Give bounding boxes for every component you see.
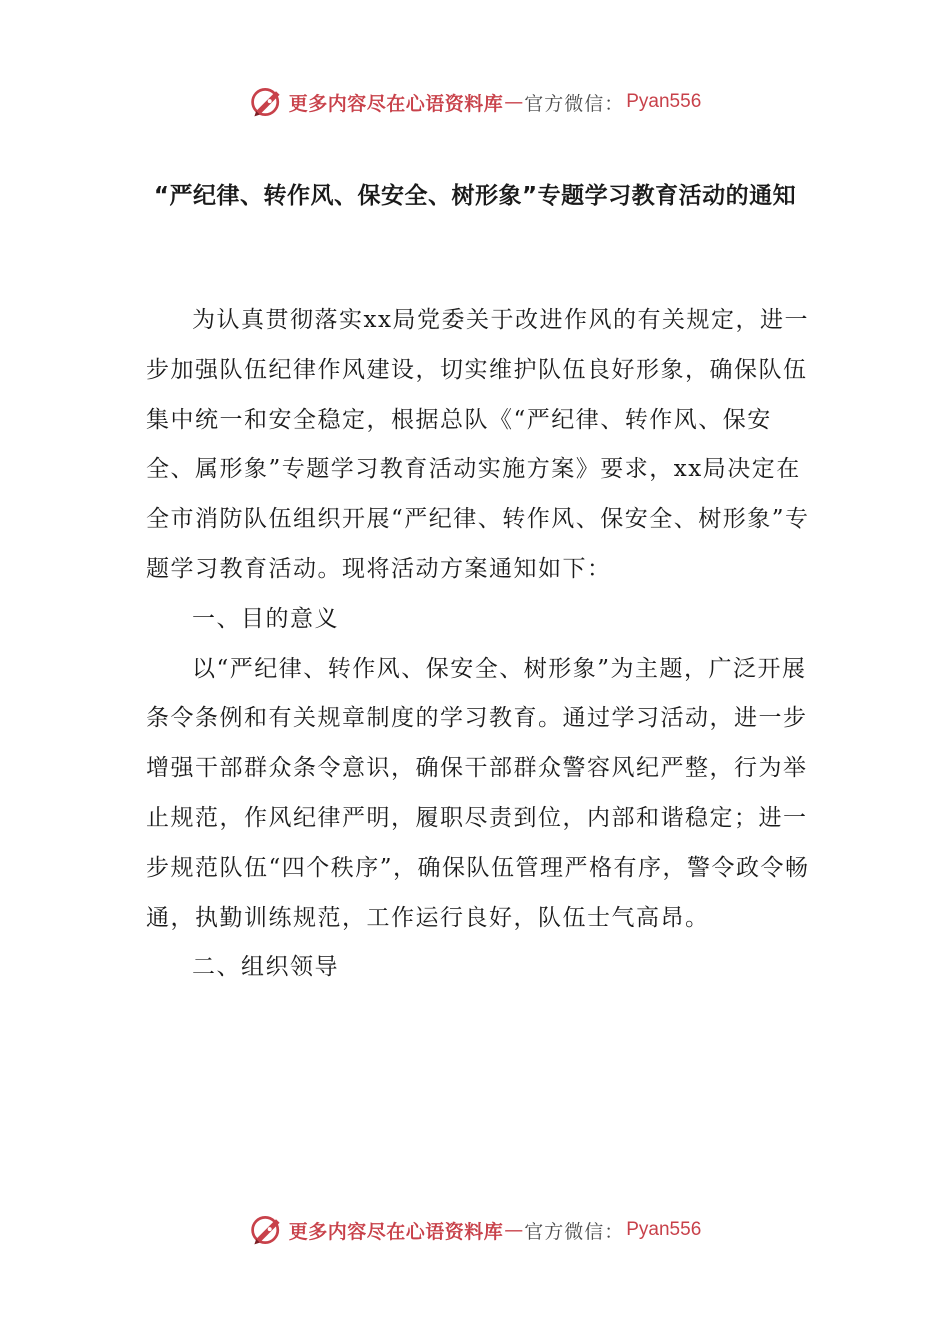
section-heading-2: 二、组织领导: [192, 954, 339, 981]
watermark-official-label: 官方微信：: [524, 92, 625, 115]
watermark-site-name: 更多内容尽在心语资料库: [288, 1220, 504, 1243]
watermark-dash: —: [504, 1219, 524, 1241]
watermark-header: [0, 82, 950, 122]
pen-logo-icon: [249, 1212, 285, 1248]
document-title: “严纪律、转作风、保安全、树形象”专题学习教育活动的通知: [153, 183, 797, 209]
watermark-wechat-id: Pyan556: [626, 91, 702, 112]
watermark-footer: [0, 1210, 950, 1250]
watermark-official-label: 官方微信：: [524, 1220, 625, 1243]
watermark-site-name: 更多内容尽在心语资料库: [288, 92, 504, 115]
paragraph-purpose: 以“严纪律、转作风、保安全、树形象”为主题，广泛开展条令条例和有关规章制度的学习教育。通过学习活动，进一步增强干部群众条令意识，确保干部群众警容风纪严整，行为举止规范，作风纪律严明，履职尽责到位，内部和谐稳定；进一步规范队伍“四个秩序”，确保队伍管理严格有序，警令政令畅通，执勤训练规范，工作运行良好，队伍士气高昂。: [146, 655, 810, 931]
watermark-dash: —: [504, 91, 524, 113]
watermark-wechat-id: Pyan556: [626, 1219, 702, 1240]
pen-logo-icon: [249, 84, 285, 120]
section-heading-1: 一、目的意义: [192, 605, 339, 632]
document-body: [146, 296, 814, 993]
paragraph-intro: 为认真贯彻落实xx局党委关于改进作风的有关规定，进一步加强队伍纪律作风建设，切实维护队伍良好形象，确保队伍集中统一和安全稳定，根据总队《“严纪律、转作风、保安全、属形象”专题学习教育活动实施方案》要求，xx局决定在全市消防队伍组织开展“严纪律、转作风、保安全、树形象”专题学习教育活动。现将活动方案通知如下：: [146, 307, 810, 582]
